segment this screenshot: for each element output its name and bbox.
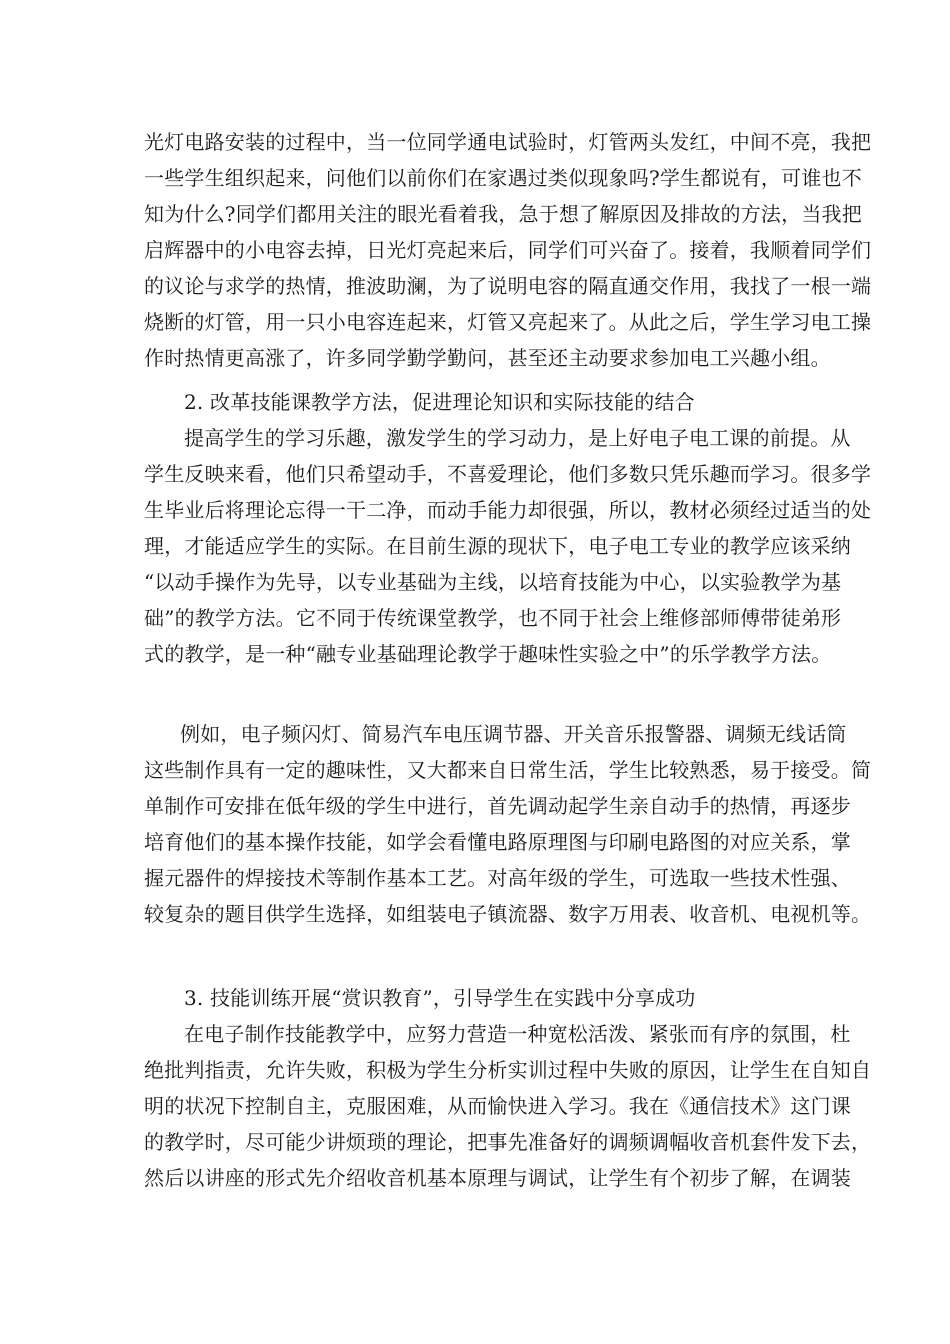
section-heading-2 bbox=[144, 384, 824, 420]
text-line: 的议论与求学的热情，推波助澜，为了说明电容的隔直通交作用，我找了一根一端 bbox=[144, 274, 872, 298]
text-line: 作时热情更高涨了，许多同学勤学勤问，甚至还主动要求参加电工兴趣小组。 bbox=[144, 346, 831, 370]
text-line: 绝批判指责，允许失败，积极为学生分析实训过程中失败的原因，让学生在自知自 bbox=[144, 1058, 872, 1082]
text-line: 例如，电子频闪灯、简易汽车电压调节器、开关音乐报警器、调频无线话筒 bbox=[180, 722, 847, 746]
text-line: 生毕业后将理论忘得一干二净，而动手能力却很强，所以，教材必须经过适当的处 bbox=[144, 498, 872, 522]
paragraph-examples bbox=[144, 716, 872, 932]
text-line: 础”的教学方法。它不同于传统课堂教学，也不同于社会上维修部师傅带徒弟形 bbox=[144, 606, 842, 630]
text-line: 一些学生组织起来，问他们以前你们在家遇过类似现象吗?学生都说有，可谁也不 bbox=[144, 166, 862, 190]
text-line: 握元器件的焊接技术等制作基本工艺。对高年级的学生，可选取一些技术性强、 bbox=[144, 866, 851, 890]
text-line: 在电子制作技能教学中，应努力营造一种宽松活泼、紧张而有序的氛围，杜 bbox=[184, 1022, 851, 1046]
paragraph-appreciation-education bbox=[144, 1016, 872, 1196]
section-heading-3 bbox=[144, 980, 824, 1016]
text-line: 启辉器中的小电容去掉，日光灯亮起来后，同学们可兴奋了。接着，我顺着同学们 bbox=[144, 238, 872, 262]
text-line: 明的状况下控制自主，克服困难，从而愉快进入学习。我在《通信技术》这门课 bbox=[144, 1094, 851, 1118]
text-line: 光灯电路安装的过程中，当一位同学通电试验时，灯管两头发红，中间不亮，我把 bbox=[144, 130, 872, 154]
text-line: 单制作可安排在低年级的学生中进行，首先调动起学生亲自动手的热情，再逐步 bbox=[144, 794, 851, 818]
text-line: “以动手操作为先导，以专业基础为主线，以培育技能为中心，以实验教学为基 bbox=[144, 570, 842, 594]
text-line: 提高学生的学习乐趣，激发学生的学习动力，是上好电子电工课的前提。从 bbox=[184, 426, 851, 450]
text-line: 的教学时，尽可能少讲烦琐的理论，把事先准备好的调频调幅收音机套件发下去， bbox=[144, 1130, 872, 1154]
text-line: 这些制作具有一定的趣味性，又大都来自日常生活，学生比较熟悉，易于接受。简 bbox=[144, 758, 872, 782]
text-line: 学生反映来看，他们只希望动手，不喜爱理论，他们多数只凭乐趣而学习。很多学 bbox=[144, 462, 872, 486]
paragraph-continuation bbox=[144, 124, 872, 376]
text-line: 然后以讲座的形式先介绍收音机基本原理与调试，让学生有个初步了解，在调装 bbox=[144, 1166, 851, 1190]
paragraph-teaching-method bbox=[144, 420, 872, 672]
heading-text: 2. 改革技能课教学方法，促进理论知识和实际技能的结合 bbox=[184, 390, 695, 414]
text-line: 理，才能适应学生的实际。在目前生源的现状下，电子电工专业的教学应该采纳 bbox=[144, 534, 851, 558]
text-line: 较复杂的题目供学生选择，如组装电子镇流器、数字万用表、收音机、电视机等。 bbox=[144, 902, 872, 926]
text-line: 培育他们的基本操作技能，如学会看懂电路原理图与印刷电路图的对应关系，掌 bbox=[144, 830, 851, 854]
text-line: 知为什么?同学们都用关注的眼光看着我，急于想了解原因及排故的方法，当我把 bbox=[144, 202, 862, 226]
heading-text: 3. 技能训练开展“赏识教育”，引导学生在实践中分享成功 bbox=[184, 986, 696, 1010]
text-line: 式的教学，是一种“融专业基础理论教学于趣味性实验之中”的乐学教学方法。 bbox=[144, 642, 832, 666]
text-line: 烧断的灯管，用一只小电容连起来，灯管又亮起来了。从此之后，学生学习电工操 bbox=[144, 310, 872, 334]
